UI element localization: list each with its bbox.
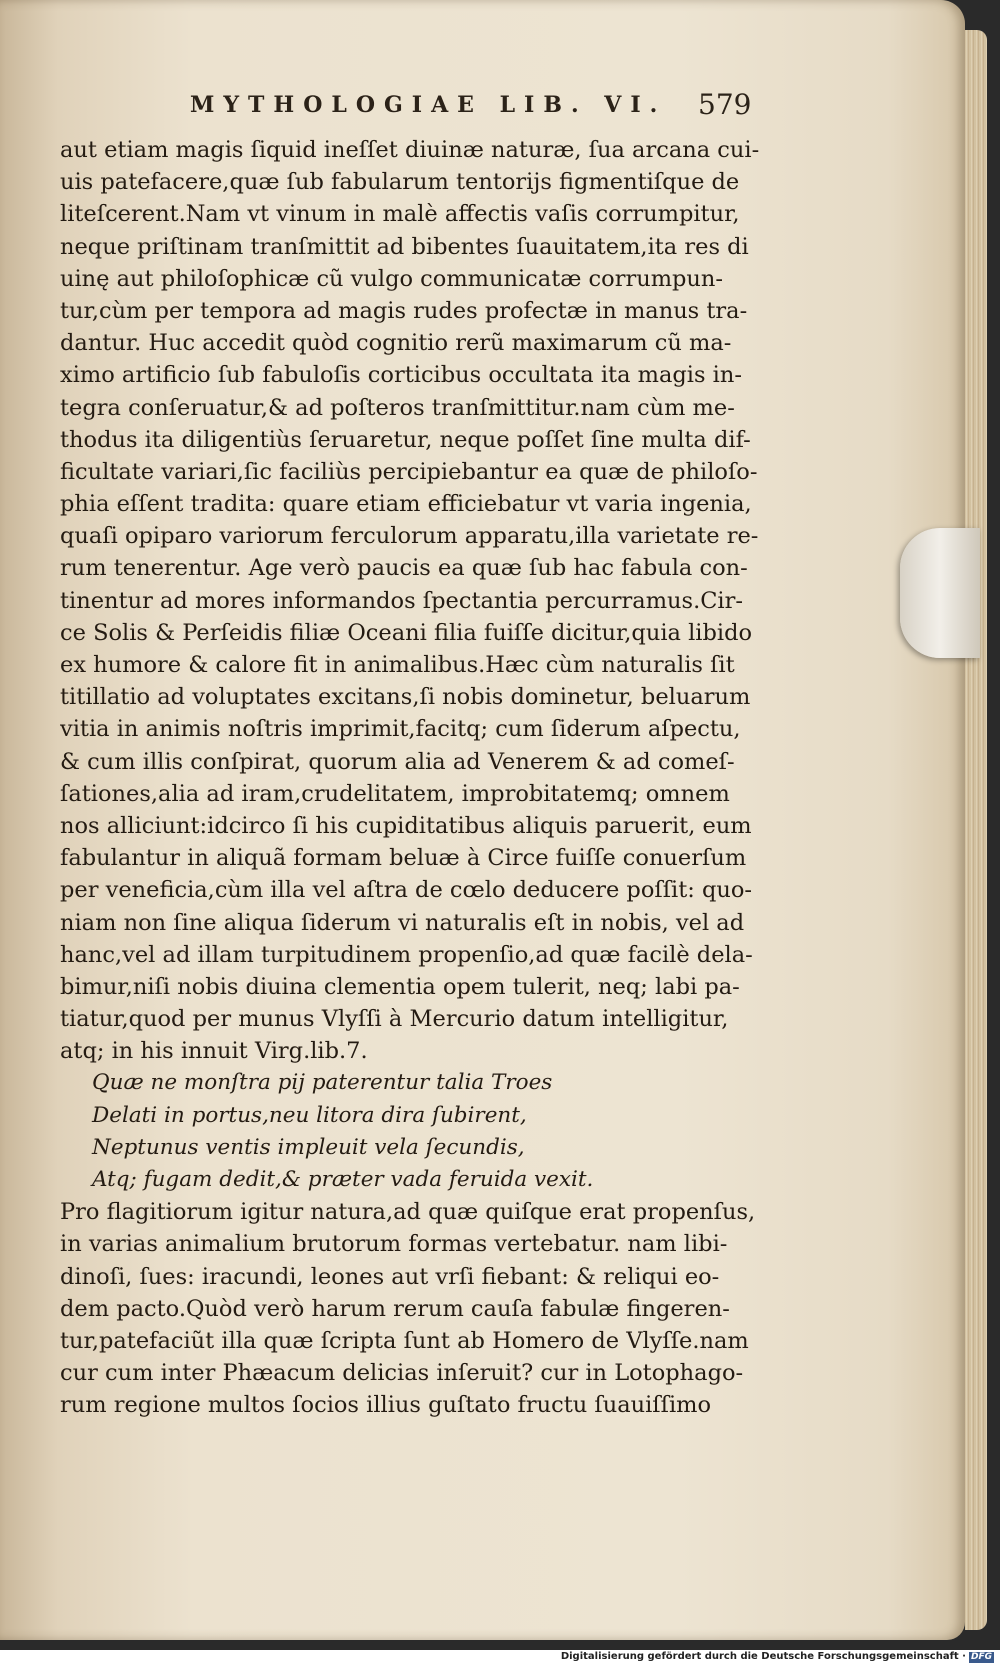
page-clip	[900, 528, 980, 658]
text-line: dantur. Huc accedit quòd cognitio rerũ maximarum cũ ma-	[60, 330, 732, 357]
text-line: ſationes,alia ad iram,crudelitatem, improbitatemq; omnem	[60, 780, 730, 807]
text-line: bimur,niſi nobis diuina clementia opem tulerit, neq; labi pa-	[60, 973, 740, 1000]
verse-line: Delati in portus,neu litora dira ſubirent,	[92, 1102, 527, 1128]
text-line: rum tenerentur. Age verò paucis ea quæ ſub hac fabula con-	[60, 555, 748, 582]
text-line: phia eſſent tradita: quare etiam efficiebatur vt varia ingenia,	[60, 491, 752, 518]
verse-line: Atq; fugam dedit,& præter vada feruida vexit.	[92, 1167, 594, 1192]
text-line: aut etiam magis ſiquid ineſſet diuinæ naturæ, ſua arcana cui-	[60, 137, 760, 163]
text-line: ficultate variari,ſic faciliùs percipiebantur ea quæ de philoſo-	[60, 458, 758, 485]
text-line: thodus ita diligentiùs ſeruaretur, neque poſſet ſine multa dif-	[60, 426, 751, 453]
text-line: fabulantur in aliquã formam beluæ à Circe fuiſſe conuerſum	[60, 845, 747, 872]
text-line: titillatio ad voluptates excitans,ſi nobis dominetur, beluarum	[60, 684, 751, 711]
text-line: hanc,vel ad illam turpitudinem propenſio,ad quæ facilè dela-	[60, 941, 753, 968]
text-line: niam non ſine aliqua ſiderum vi naturalis eſt in nobis, vel ad	[60, 909, 745, 936]
text-line: dem pacto.Quòd verò harum rerum cauſa fabulæ fingeren-	[60, 1295, 730, 1322]
text-line: ximo artificio ſub fabuloſis corticibus occultata ita magis in-	[60, 362, 742, 389]
text-line: quaſi opiparo variorum ferculorum apparatu,illa varietate re-	[60, 523, 759, 550]
verse-line: Quæ ne monſtra pij paterentur talia Troes	[92, 1070, 553, 1096]
text-line: uinę aut philoſophicæ cũ vulgo communicatæ corrumpun-	[60, 265, 724, 292]
dfg-logo: DFG	[970, 1652, 992, 1662]
text-line: Pro flagitiorum igitur natura,ad quæ quiſque erat propenſus,	[60, 1199, 756, 1226]
text-line: in varias animalium brutorum formas vertebatur. nam libi-	[60, 1231, 728, 1258]
text-line: neque priſtinam tranſmittit ad bibentes ſuauitatem,ita res di	[60, 233, 749, 260]
text-line: atq; in his innuit Virg.lib.7.	[60, 1038, 368, 1065]
running-head: MYTHOLOGIAE LIB. VI.	[190, 92, 667, 118]
text-line: liteſcerent.Nam vt vinum in malè affectis vaſis corrumpitur,	[60, 201, 740, 228]
text-line: ex humore & calore fit in animalibus.Hæc cùm naturalis ſit	[60, 652, 735, 678]
text-line: vitia in animis noſtris imprimit,facitq; cum ſiderum aſpectu,	[60, 716, 741, 743]
text-line: tur,patefaciũt illa quæ ſcripta ſunt ab Homero de Vlyſſe.nam	[60, 1327, 749, 1354]
text-line: tur,cùm per tempora ad magis rudes profectæ in manus tra-	[60, 297, 748, 324]
text-line: cur cum inter Phæacum delicias inſeruit? cur in Lotophago-	[60, 1360, 744, 1387]
page-number: 579	[698, 88, 752, 121]
text-line: nos alliciunt:idcirco ſi his cupiditatibus aliquis paruerit, eum	[60, 812, 752, 839]
text-block	[60, 134, 760, 1422]
digitization-credit	[561, 1651, 994, 1663]
page-edge-stack	[965, 30, 987, 1630]
text-line: per veneficia,cùm illa vel aſtra de cœlo deducere poſſit: quo-	[60, 877, 753, 904]
text-line: tinentur ad mores informandos ſpectantia percurramus.Cir-	[60, 587, 743, 614]
text-line: dinoſi, ſues: iracundi, leones aut vrſi fiebant: & reliqui eo-	[60, 1263, 720, 1290]
verse-line: Neptunus ventis impleuit vela ſecundis,	[92, 1134, 525, 1160]
credit-text: Digitalisierung gefördert durch die Deutsche Forschungsgemeinschaft ·	[560, 1651, 966, 1662]
text-line: uis patefacere,quæ ſub fabularum tentorijs figmentiſque de	[60, 169, 740, 196]
text-line: rum regione multos ſocios illius guſtato fructu ſuauiſſimo	[60, 1392, 712, 1419]
text-line: & cum illis conſpirat, quorum alia ad Venerem & ad comeſ-	[60, 748, 735, 775]
text-line: ce Solis & Perſeidis filiæ Oceani filia fuiſſe dicitur,quia libido	[60, 619, 753, 646]
text-line: tegra conſeruatur,& ad poſteros tranſmittitur.nam cùm me-	[60, 394, 735, 421]
text-line: tiatur,quod per munus Vlyſſi à Mercurio datum intelligitur,	[60, 1006, 729, 1033]
